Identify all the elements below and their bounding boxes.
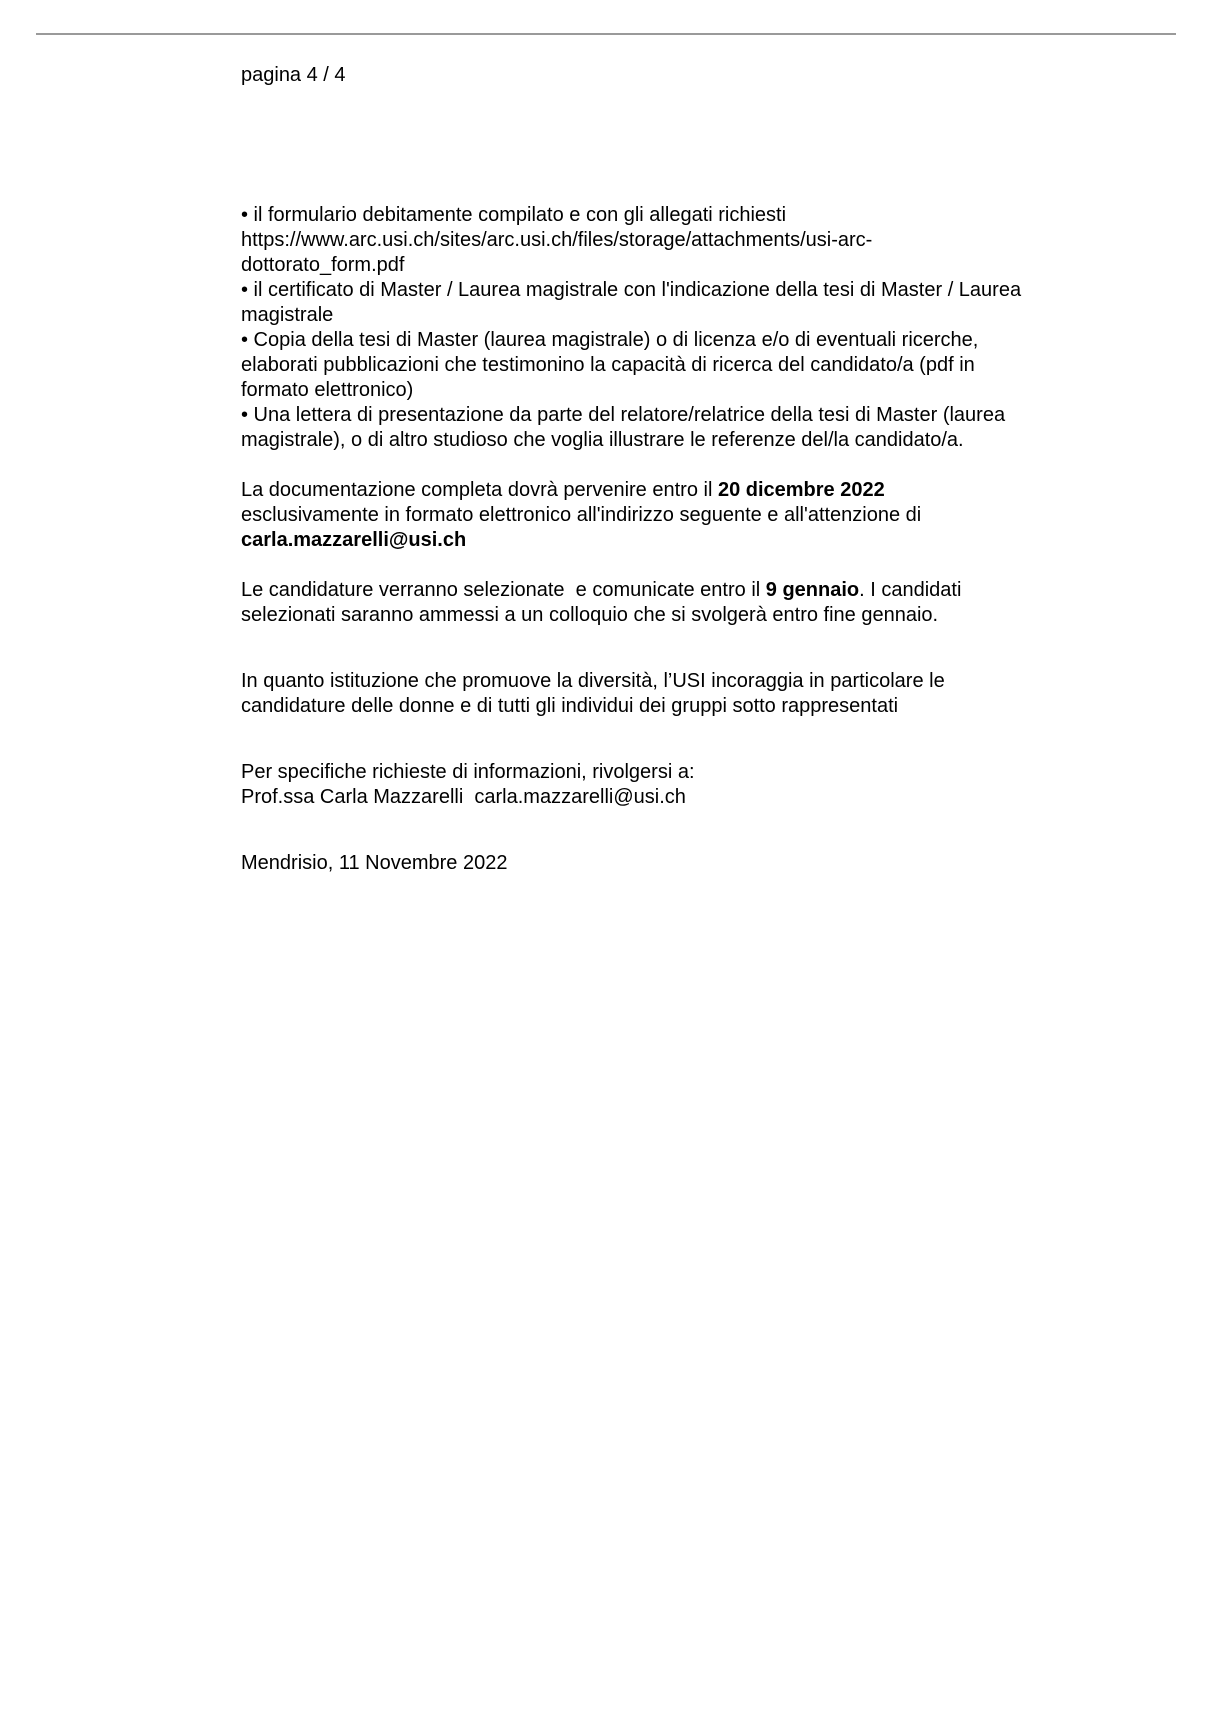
deadline-text: La documentazione completa dovrà pervenire entro il xyxy=(241,479,718,501)
selection-text-suffix: . I candidati xyxy=(859,579,962,601)
requirement-thesis-line-2: elaborati pubblicazioni che testimonino la capacità di ricerca del candidato/a (pdf in xyxy=(241,354,975,376)
page-number: pagina 4 / 4 xyxy=(241,64,346,86)
requirement-thesis-line-3: formato elettronico) xyxy=(241,379,414,401)
selection-line-2: selezionati saranno ammessi a un colloquio che si svolgerà entro fine gennaio. xyxy=(241,604,939,626)
diversity-line-1: In quanto istituzione che promuove la diversità, l’USI incoraggia in particolare le xyxy=(241,670,945,692)
requirement-certificate-line-1: • il certificato di Master / Laurea magistrale con l'indicazione della tesi di Master / Laurea xyxy=(241,279,1022,301)
selection-paragraph xyxy=(241,578,1121,628)
requirement-letter-line-1: • Una lettera di presentazione da parte del relatore/relatrice della tesi di Master (laurea xyxy=(241,404,1006,426)
contact-line-1: Per specifiche richieste di informazioni, rivolgersi a: xyxy=(241,761,695,783)
requirement-letter-line-2: magistrale), o di altro studioso che voglia illustrare le referenze del/la candidato/a. xyxy=(241,429,964,451)
diversity-paragraph xyxy=(241,669,1121,719)
selection-text: Le candidature verranno selezionate e comunicate entro il xyxy=(241,579,766,601)
requirement-form-link-line-2[interactable]: dottorato_form.pdf xyxy=(241,254,405,276)
deadline-paragraph xyxy=(241,478,1121,553)
requirement-thesis-line-1: • Copia della tesi di Master (laurea magistrale) o di licenza e/o di eventuali ricerche, xyxy=(241,329,979,351)
contact-paragraph xyxy=(241,760,1121,810)
place-date: Mendrisio, 11 Novembre 2022 xyxy=(241,852,508,874)
contact-line-2[interactable]: Prof.ssa Carla Mazzarelli carla.mazzarelli@usi.ch xyxy=(241,786,686,808)
diversity-line-2: candidature delle donne e di tutti gli individui dei gruppi sotto rappresentati xyxy=(241,695,899,717)
deadline-line-1 xyxy=(241,478,1121,503)
requirements-list xyxy=(241,203,1121,453)
deadline-line-2: esclusivamente in formato elettronico all'indirizzo seguente e all'attenzione di xyxy=(241,504,922,526)
header-divider xyxy=(36,33,1176,35)
selection-line-1 xyxy=(241,578,1121,603)
deadline-email[interactable]: carla.mazzarelli@usi.ch xyxy=(241,529,467,551)
requirement-form-link-line-1[interactable]: https://www.arc.usi.ch/sites/arc.usi.ch/files/storage/attachments/usi-arc- xyxy=(241,229,873,251)
document-body xyxy=(241,203,1121,876)
deadline-date: 20 dicembre 2022 xyxy=(717,479,885,501)
requirement-form-line-1: • il formulario debitamente compilato e con gli allegati richiesti xyxy=(241,204,787,226)
requirement-certificate-line-2: magistrale xyxy=(241,304,334,326)
selection-date: 9 gennaio xyxy=(765,579,860,601)
